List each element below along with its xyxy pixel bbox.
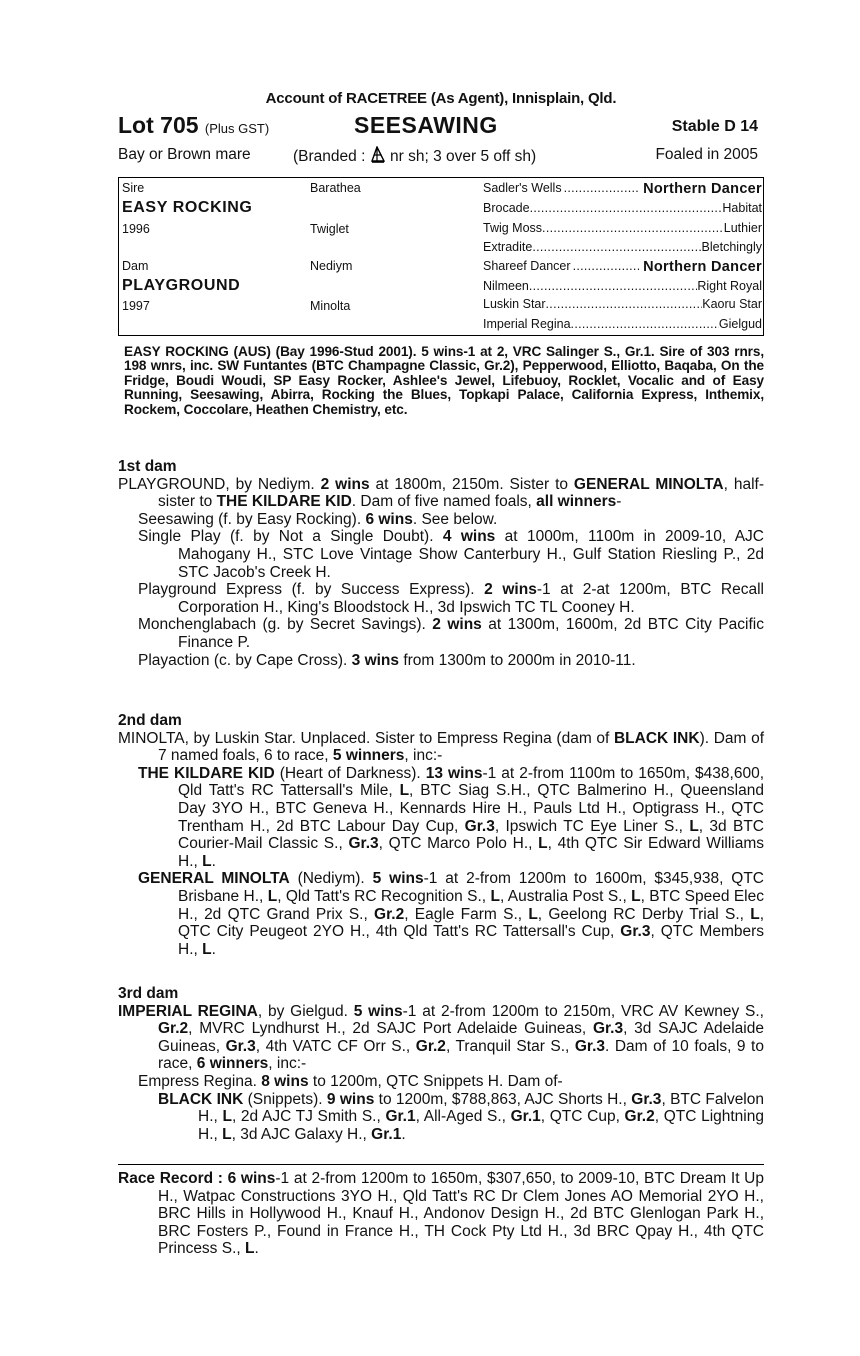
text-run: ). Dam of 7 named foals, 6 to race,: [158, 729, 765, 765]
pedigree-line: [483, 201, 762, 219]
great-great-grandparent: Northern Dancer: [643, 259, 762, 275]
leader-dots: [573, 259, 640, 277]
vendor-account: Account of RACETREE (As Agent), Innisplain, Qld.: [265, 90, 617, 107]
text-run: , Tranquil Star S.,: [445, 1037, 575, 1055]
text-run: at 1300m, 1600m, 2d BTC City Pacific Finance P.: [178, 616, 764, 651]
bold-run: 6 winners: [196, 1055, 269, 1073]
bold-run: L: [689, 817, 699, 835]
text-run: , QTC Marco Polo H.,: [378, 835, 539, 853]
pedigree-table: [118, 177, 764, 336]
bold-run: 6 wins: [365, 510, 413, 528]
bold-run: THE KILDARE KID: [216, 493, 352, 511]
text-run: , BTC Speed Elec H., 2d QTC Grand Prix S.,: [178, 887, 764, 923]
bold-run: BLACK INK: [158, 1090, 244, 1108]
great-great-grandparent: Gielgud: [718, 317, 762, 331]
text-run: (Nediym).: [289, 870, 373, 888]
second-dam-foals: [118, 765, 764, 959]
bold-run: L: [490, 887, 500, 905]
brand-mark-icon: [370, 146, 386, 163]
text-run: , QTC City Peugeot 2YO H., 4th Qld Tatt's RC Tattersall's Cup,: [178, 905, 765, 941]
great-great-grandparent: Northern Dancer: [643, 181, 762, 197]
sire-sire: Barathea: [310, 181, 361, 195]
bold-run: Gr.1: [510, 1108, 541, 1126]
second-dam-intro: [118, 730, 764, 765]
text-run: Playaction (c. by Cape Cross).: [138, 651, 352, 669]
leader-dots: [530, 201, 723, 219]
pedigree-line: [483, 259, 762, 277]
bold-run: Gr.1: [385, 1108, 416, 1126]
bold-run: THE KILDARE KID: [138, 764, 275, 782]
dam-label: Dam: [122, 259, 149, 273]
bold-run: IMPERIAL REGINA: [118, 1002, 258, 1020]
bold-run: Gr.3: [225, 1037, 256, 1055]
bold-run: 8 wins: [261, 1072, 309, 1090]
text-run: , MVRC Lyndhurst H., 2d SAJC Port Adelaide Guineas,: [188, 1020, 593, 1038]
bold-run: 13 wins: [425, 764, 483, 782]
bold-run: Gr.1: [371, 1125, 402, 1143]
second-dam-section: [118, 712, 764, 958]
text-run: .: [211, 852, 216, 870]
text-run: Empress Regina.: [138, 1072, 262, 1090]
text-run: , half-sister to: [158, 475, 765, 511]
second-dam-heading: 2nd dam: [118, 712, 182, 729]
bold-run: 2 wins: [484, 581, 537, 599]
leader-dots: [546, 297, 703, 315]
foal-entry: [138, 765, 764, 871]
text-run: , 4th QTC Sir Edward Williams H.,: [178, 835, 764, 870]
text-run: Playground Express (f. by Success Express).: [138, 581, 485, 599]
bold-run: 2 wins: [432, 616, 482, 634]
text-run: . Dam of five named foals,: [351, 493, 537, 511]
brand-prefix: (Branded :: [293, 148, 366, 165]
great-grandparent: Sadler's Wells: [483, 181, 562, 195]
bold-run: L: [245, 1240, 255, 1258]
text-run: at 1000m, 1100m in 2009-10, AJC Mahogany H., STC Love Vintage Show Canterbury H., Gulf Station Riesling P., 2d STC Jacob's Creek H.: [178, 528, 764, 581]
pedigree-line: [483, 221, 762, 239]
bold-run: Gr.3: [631, 1090, 662, 1108]
bold-run: L: [631, 887, 641, 905]
bold-run: L: [750, 905, 760, 923]
text-run: , BTC Siag S.H., QTC Balmerino H., Queensland Day 3YO H., BTC Geneva H., Kennards Hire H., Pauls Ltd H., Optigrass H., QTC Trentham H., 2d BTC Labour Day Cup,: [178, 782, 764, 835]
great-grandparent: Imperial Regina: [483, 317, 571, 331]
bold-run: 5 wins: [372, 870, 424, 888]
text-run: -1 at 2-from 1200m to 1650m, $307,650, to 2009-10, BTC Dream It Up H., Watpac Constructions 3YO H., Qld Tatt's RC Dr Clem Jones AO Memorial 2YO H., BRC Hills in Hollywood H., Knauf H., Andonov Design H., 2d BTC Glenlogan Park H., BRC Fosters P., Found in France H., TH Cock Pty Ltd H., 3d BRC Qpay H., 4th QTC Princess S.,: [158, 1170, 764, 1258]
bold-run: 5 winners: [332, 747, 405, 765]
bold-run: Gr.2: [374, 905, 405, 923]
bold-run: L: [202, 940, 212, 958]
third-dam-foals: [118, 1073, 764, 1091]
bold-run: Gr.3: [574, 1037, 606, 1055]
text-run: , BTC Falvelon H.,: [198, 1090, 764, 1126]
sire-name: EASY ROCKING: [122, 199, 253, 216]
text-run: .: [254, 1240, 259, 1258]
colour-sex: Bay or Brown mare: [118, 146, 251, 163]
bold-run: Gr.2: [624, 1108, 655, 1126]
pedigree-line: [483, 297, 762, 315]
lot-number: [118, 112, 269, 139]
leader-dots: [542, 221, 724, 239]
text-run: from 1300m to 2000m in 2010-11.: [399, 651, 636, 669]
race-record-section: [118, 1170, 764, 1258]
great-grandparent: Twig Moss: [483, 221, 543, 235]
first-dam-intro: [118, 476, 764, 511]
first-dam-heading: 1st dam: [118, 458, 177, 475]
bold-run: Gr.2: [415, 1037, 446, 1055]
plus-gst-note: (Plus GST): [204, 121, 270, 136]
bold-run: L: [538, 835, 548, 853]
pedigree-line: [483, 240, 762, 258]
grandfoal-entry: [158, 1091, 764, 1144]
text-run: , 3d SAJC Adelaide Guineas,: [158, 1020, 764, 1055]
text-run: -1 at 2-from 1200m to 1600m, $345,938, QTC Brisbane H.,: [178, 870, 764, 905]
text-run: (Heart of Darkness).: [274, 764, 426, 782]
sire-label: Sire: [122, 181, 145, 195]
bold-run: 4 wins: [442, 528, 496, 546]
text-run: , 3d AJC Galaxy H.,: [231, 1125, 372, 1143]
bold-run: Gr.3: [592, 1020, 624, 1038]
text-run: , 2d AJC TJ Smith S.,: [231, 1108, 386, 1126]
bold-run: GENERAL MINOLTA: [138, 870, 290, 888]
bold-run: L: [222, 1125, 232, 1143]
text-run: -1 at 2-from 1100m to 1650m, $438,600, Qld Tatt's RC Tattersall's Mile,: [178, 764, 764, 800]
third-dam-heading: 3rd dam: [118, 985, 179, 1002]
stable-location: Stable D 14: [671, 118, 758, 135]
text-run: , Eagle Farm S.,: [404, 905, 529, 923]
dam-year: 1997: [122, 299, 150, 313]
text-run: .: [401, 1125, 406, 1143]
text-run: , Ipswich TC Eye Liner S.,: [494, 817, 690, 835]
great-great-grandparent: Kaoru Star: [702, 297, 762, 311]
foal-entry: [138, 1073, 764, 1091]
bold-run: 2 wins: [320, 475, 370, 493]
text-run: , QTC Lightning H.,: [198, 1108, 764, 1143]
lot-header: [118, 112, 764, 140]
bold-run: 9 wins: [326, 1090, 375, 1108]
bold-run: Gr.3: [348, 835, 379, 853]
foal-entry: [138, 616, 764, 651]
bold-run: Gr.3: [464, 817, 495, 835]
pedigree-line: [483, 317, 762, 335]
text-run: , QTC Members H.,: [178, 923, 765, 958]
great-grandparent: Shareef Dancer: [483, 259, 571, 273]
text-run: , QTC Cup,: [540, 1108, 625, 1126]
pedigree-line: [483, 181, 762, 199]
foaled-year: Foaled in 2005: [655, 146, 758, 163]
great-grandparent: Luskin Star: [483, 297, 546, 311]
leader-dots: [529, 279, 698, 297]
bold-run: L: [222, 1108, 232, 1126]
section-divider: [118, 1164, 764, 1165]
sire-dam: Twiglet: [310, 222, 349, 236]
bold-run: GENERAL MINOLTA: [573, 475, 724, 493]
great-great-grandparent: Habitat: [722, 201, 762, 215]
leader-dots: [564, 181, 640, 199]
text-run: .: [211, 940, 216, 958]
third-dam-section: [118, 985, 764, 1143]
dam-name: PLAYGROUND: [122, 277, 241, 294]
foal-entry: [138, 528, 764, 581]
brand-info: [293, 146, 536, 166]
third-dam-intro: [118, 1003, 764, 1073]
text-run: MINOLTA, by Luskin Star. Unplaced. Sister to Empress Regina (dam of: [118, 729, 614, 747]
great-great-grandparent: Bletchingly: [701, 240, 762, 254]
third-dam-grandfoals: [118, 1091, 764, 1144]
text-run: to 1200m, QTC Snippets H. Dam of-: [308, 1072, 563, 1090]
text-run: . See below.: [412, 510, 498, 528]
bold-run: Gr.2: [158, 1020, 189, 1038]
bold-run: L: [399, 782, 410, 800]
text-run: , 3d BTC Courier-Mail Classic S.,: [178, 817, 764, 853]
text-run: , by Gielgud.: [257, 1002, 354, 1020]
bold-run: L: [267, 887, 278, 905]
leader-dots: [571, 317, 719, 335]
foal-entry: [138, 870, 764, 958]
text-run: -: [616, 493, 622, 511]
text-run: , Australia Post S.,: [499, 887, 632, 905]
bold-run: BLACK INK: [613, 729, 700, 747]
foal-entry: [138, 581, 764, 616]
bold-run: Gr.3: [620, 923, 651, 941]
sire-summary: EASY ROCKING (AUS) (Bay 1996-Stud 2001). 5 wins-1 at 2, VRC Salinger S., Gr.1. Sire of 303 rnrs, 198 wnrs, inc. SW Funtantes (BTC Champagne Classic, Gr.2), Pepperwood, Elliotto, Baqaba, On the Fridge, Boudi Woudi, SP Easy Rocker, Ashlee's Jewel, Lifebuoy, Rocklet, Vocalic and of Easy Running, Seesawing, Abirra, Rocking the Blues, Topkapi Palace, California Express, Inthemix, Rockem, Coccolare, Heathen Chemistry, etc.: [124, 344, 764, 417]
horse-name: SEESAWING: [354, 112, 498, 138]
text-run: PLAYGROUND, by Nediym.: [118, 475, 321, 493]
text-run: Single Play (f. by Not a Single Doubt).: [138, 528, 443, 546]
text-run: , Qld Tatt's RC Recognition S.,: [277, 887, 491, 905]
foal-entry: [138, 652, 764, 670]
text-run: -1 at 2-from 1200m to 2150m, VRC AV Kewney S.,: [402, 1002, 764, 1020]
text-run: . Dam of 10 foals, 9 to race,: [158, 1037, 764, 1073]
race-record: [118, 1170, 764, 1258]
sire-year: 1996: [122, 222, 150, 236]
text-run: -1 at 2-at 1200m, BTC Recall Corporation H., King's Bloodstock H., 3d Ipswich TC TL Cooney H.: [178, 581, 764, 616]
bold-run: L: [202, 852, 212, 870]
first-dam-section: [118, 458, 764, 669]
text-run: to 1200m, $788,863, AJC Shorts H.,: [374, 1090, 632, 1108]
pedigree-line: [483, 279, 762, 297]
text-run: (Snippets).: [243, 1090, 327, 1108]
text-run: , 4th VATC CF Orr S.,: [255, 1037, 416, 1055]
great-grandparent: Brocade: [483, 201, 530, 215]
great-grandparent: Nilmeen: [483, 279, 529, 293]
bold-run: all winners: [536, 493, 617, 511]
horse-description: [118, 146, 764, 168]
leader-dots: [532, 240, 701, 258]
bold-run: L: [528, 905, 538, 923]
foal-entry: [138, 511, 764, 529]
bold-run: Race Record : 6 wins: [118, 1170, 276, 1187]
dam-sire: Nediym: [310, 259, 353, 273]
bold-run: 5 wins: [353, 1002, 403, 1020]
text-run: , inc:-: [404, 747, 443, 765]
brand-suffix: nr sh; 3 over 5 off sh): [390, 148, 537, 165]
great-great-grandparent: Right Royal: [697, 279, 762, 293]
text-run: , inc:-: [268, 1055, 307, 1073]
text-run: Monchenglabach (g. by Secret Savings).: [138, 616, 433, 634]
text-run: , Geelong RC Derby Trial S.,: [537, 905, 751, 923]
lot-label: Lot 705: [118, 112, 199, 138]
first-dam-foals: [118, 511, 764, 669]
text-run: Seesawing (f. by Easy Rocking).: [138, 510, 366, 528]
great-great-grandparent: Luthier: [723, 221, 762, 235]
dam-dam: Minolta: [310, 299, 351, 313]
great-grandparent: Extradite: [483, 240, 533, 254]
text-run: at 1800m, 2150m. Sister to: [369, 475, 574, 493]
text-run: , All-Aged S.,: [415, 1108, 511, 1126]
bold-run: 3 wins: [351, 651, 400, 669]
